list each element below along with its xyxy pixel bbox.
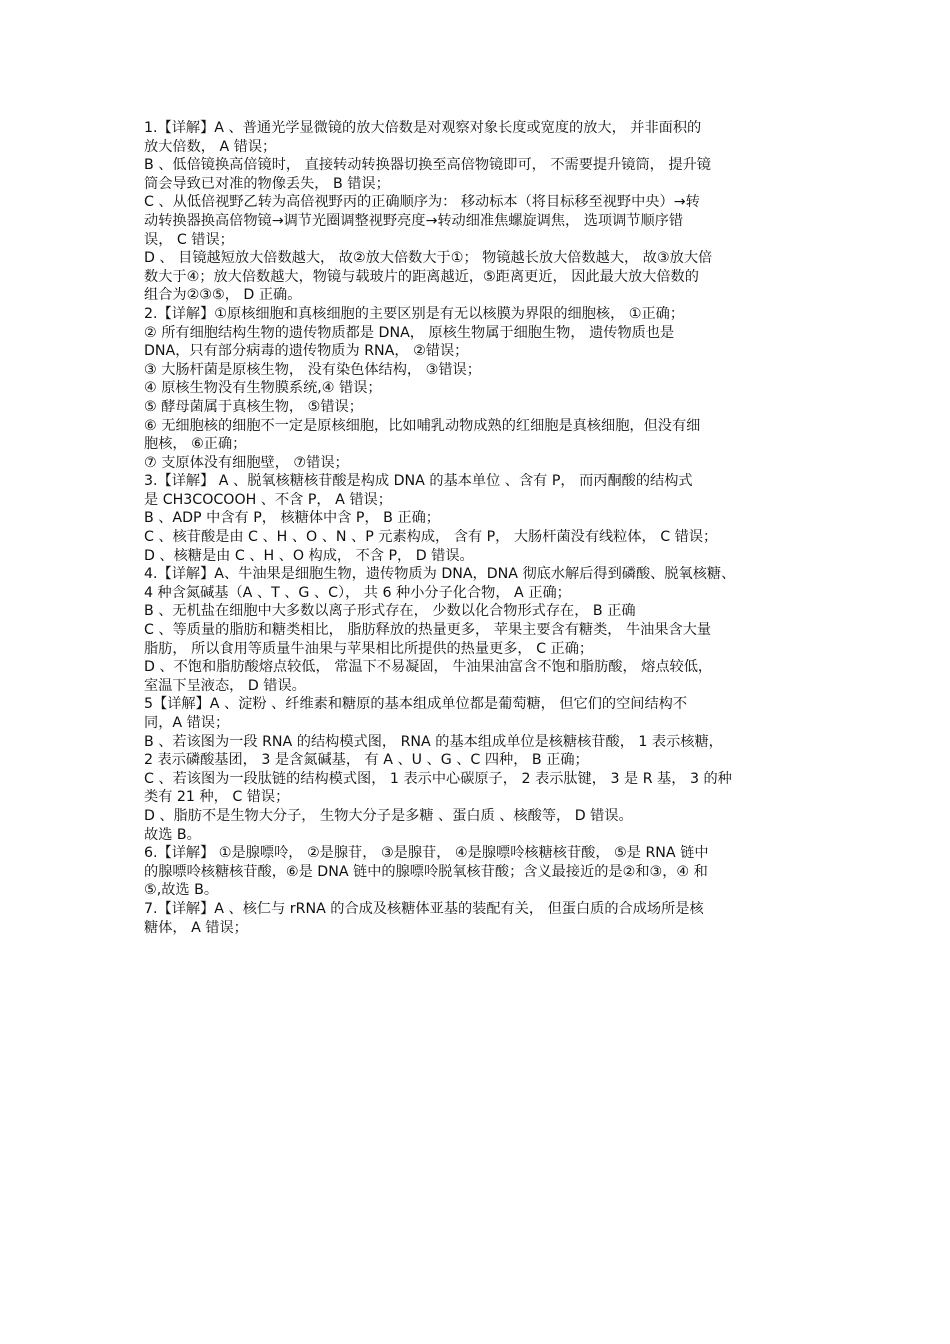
text-line: 故选 B。 — [144, 826, 201, 843]
text-line: 5【详解】A 、淀粉 、纤维素和糖原的基本组成单位都是葡萄糖， 但它们的空间结构不 — [144, 696, 688, 713]
answer-explanation-text — [144, 119, 808, 937]
text-line: 动转换器换高倍物镜→调节光圈调整视野亮度→转动细准焦螺旋调焦， 选项调节顺序错 — [144, 212, 684, 229]
text-line: 放大倍数， A 错误； — [144, 138, 277, 155]
text-line: D 、 目镜越短放大倍数越大， 故②放大倍数大于①； 物镜越长放大倍数越大， 故③放大倍 — [144, 250, 713, 267]
text-line: 是 CH3COCOOH 、不含 P， A 错误； — [144, 491, 392, 508]
text-line: 类有 21 种， C 错误； — [144, 789, 290, 806]
text-line: C 、若该图为一段肽链的结构模式图， 1 表示中心碳原子， 2 表示肽键， 3 是 R 基， 3 的种 — [144, 770, 732, 787]
text-line: 2 表示磷酸基团， 3 是含氮碱基， 有 A 、U 、G 、C 四种， B 正确； — [144, 752, 589, 769]
text-line: 6.【详解】 ①是腺嘌呤， ②是腺苷， ③是腺苷， ④是腺嘌呤核糖核苷酸， ⑤是 RNA 链中 — [144, 845, 709, 862]
text-line: 同，A 错误； — [144, 715, 230, 731]
text-line: D 、脂肪不是生物大分子， 生物大分子是多糖 、蛋白质 、核酸等， D 错误。 — [144, 807, 633, 824]
text-line: B 、无机盐在细胞中大多数以离子形式存在， 少数以化合物形式存在， B 正确 — [144, 603, 636, 620]
text-line: ⑤ 酵母菌属于真核生物， ⑤错误； — [144, 398, 363, 415]
text-line: 2.【详解】①原核细胞和真核细胞的主要区别是有无以核膜为界限的细胞核， ①正确； — [144, 305, 685, 322]
text-line: 7.【详解】A 、核仁与 rRNA 的合成及核糖体亚基的装配有关， 但蛋白质的合成场所是核 — [144, 900, 704, 917]
text-line: C 、等质量的脂肪和糖类相比， 脂肪释放的热量更多， 苹果主要含有糖类， 牛油果含大量 — [144, 622, 712, 639]
text-line: 胞核， ⑥正确； — [144, 436, 247, 453]
text-line: D 、核糖是由 C 、H 、O 构成， 不含 P， D 错误。 — [144, 547, 474, 564]
text-line: C 、核苷酸是由 C 、H 、O 、N 、P 元素构成， 含有 P， 大肠杆菌没有线粒体， C 错误； — [144, 529, 718, 546]
text-line: 的腺嘌呤核糖核苷酸，⑥是 DNA 链中的腺嘌呤脱氧核苷酸；含义最接近的是②和③，④ 和 — [144, 863, 708, 880]
text-line: 4.【详解】A、牛油果是细胞生物，遗传物质为 DNA，DNA 彻底水解后得到磷酸、脱氧核糖、 — [144, 566, 736, 583]
text-line: 糖体， A 错误； — [144, 919, 248, 936]
text-line: 筒会导致已对准的物像丢失， B 错误； — [144, 175, 390, 192]
text-line: DNA，只有部分病毒的遗传物质为 RNA， ②错误； — [144, 343, 469, 360]
text-line: 误， C 错误； — [144, 231, 234, 248]
text-line: 组合为②③⑤， D 正确。 — [144, 287, 302, 304]
text-line: 脂肪， 所以食用等质量牛油果与苹果相比所提供的热量更多， C 正确； — [144, 640, 594, 657]
text-line: ⑦ 支原体没有细胞壁， ⑦错误； — [144, 454, 349, 471]
text-line: 数大于④；放大倍数越大，物镜与载玻片的距离越近，⑤距离更近， 因此最大放大倍数的 — [144, 268, 699, 285]
text-line: 1.【详解】A 、普通光学显微镜的放大倍数是对观察对象长度或宽度的放大， 并非面积的 — [144, 120, 702, 136]
text-line: B 、ADP 中含有 P， 核糖体中含 P， B 正确； — [144, 510, 440, 527]
text-line: 4 种含氮碱基（A 、T 、G 、C）， 共 6 种小分子化合物， A 正确； — [144, 584, 571, 601]
text-line: B 、若该图为一段 RNA 的结构模式图， RNA 的基本组成单位是核糖核苷酸， 1 表示核糖， — [144, 733, 723, 750]
text-line: 3.【详解】 A 、脱氧核糖核苷酸是构成 DNA 的基本单位 、含有 P， 而丙酮酸的结构式 — [144, 473, 693, 490]
text-line: 室温下呈液态， D 错误。 — [144, 677, 306, 694]
text-line: ③ 大肠杆菌是原核生物， 没有染色体结构， ③错误； — [144, 361, 481, 378]
text-line: ④ 原核生物没有生物膜系统,④ 错误； — [144, 380, 382, 397]
text-line: B 、低倍镜换高倍镜时， 直接转动转换器切换至高倍物镜即可， 不需要提升镜筒， 提升镜 — [144, 157, 711, 174]
text-line: ② 所有细胞结构生物的遗传物质都是 DNA， 原核生物属于细胞生物， 遗传物质也是 — [144, 324, 675, 341]
text-line: C 、从低倍视野乙转为高倍视野丙的正确顺序为： 移动标本（将目标移至视野中央）→转 — [144, 194, 700, 211]
text-line: D 、不饱和脂肪酸熔点较低， 常温下不易凝固， 牛油果油富含不饱和脂肪酸， 熔点较低， — [144, 659, 713, 676]
text-line: ⑤,故选 B。 — [144, 882, 219, 899]
text-line: ⑥ 无细胞核的细胞不一定是原核细胞，比如哺乳动物成熟的红细胞是真核细胞，但没有细 — [144, 417, 701, 434]
